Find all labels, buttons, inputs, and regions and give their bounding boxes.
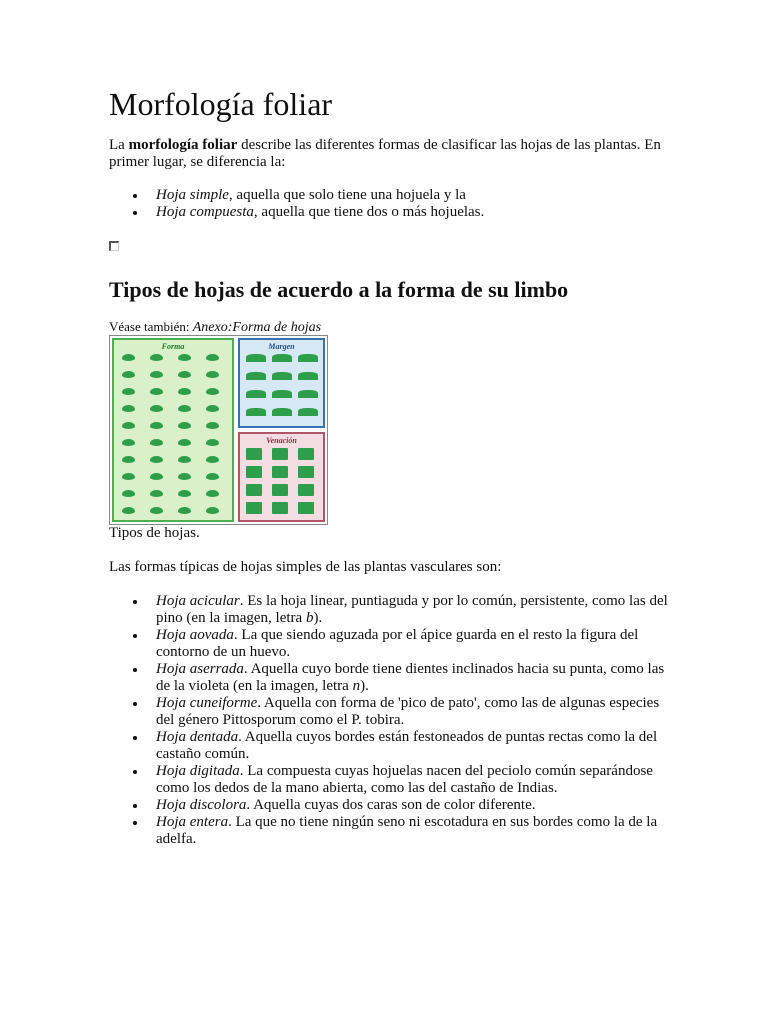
leaf-thumbnail — [150, 388, 163, 395]
leaf-thumbnail — [246, 466, 262, 478]
list-item-term[interactable]: Hoja discolora — [156, 797, 247, 813]
intro-prefix: La — [109, 137, 129, 153]
list-item-text: . Aquella con forma de 'pico de pato', como las de algunas especies del género Pittosporum como el P. tobira. — [156, 695, 660, 728]
forma-panel-title: Forma — [161, 342, 185, 351]
leaf-thumbnail — [122, 422, 135, 429]
leaf-thumbnail — [298, 408, 318, 416]
leaf-thumbnail — [298, 372, 318, 380]
figure-caption: Tipos de hojas. — [109, 525, 200, 541]
leaf-thumbnail — [122, 456, 135, 463]
leaf-thumbnail — [272, 372, 292, 380]
list-item — [109, 729, 669, 763]
leaf-thumbnail — [206, 371, 219, 378]
leaf-thumbnail — [150, 405, 163, 412]
leaf-thumbnail — [206, 507, 219, 514]
list-item — [109, 661, 669, 695]
leaf-thumbnail — [122, 439, 135, 446]
leaf-thumbnail — [122, 371, 135, 378]
list-item-text: , aquella que solo tiene una hojuela y la — [228, 187, 466, 203]
leaf-thumbnail — [298, 354, 318, 362]
leaf-thumbnail — [246, 484, 262, 496]
leaf-thumbnail — [272, 448, 288, 460]
leaf-thumbnail — [298, 466, 314, 478]
leaf-thumbnail — [178, 456, 191, 463]
margen-panel — [238, 338, 325, 428]
venacion-panel — [238, 432, 325, 522]
page-title: Morfología foliar — [109, 86, 333, 122]
list-item — [109, 204, 669, 221]
leaf-thumbnail — [272, 484, 288, 496]
list-item-term[interactable]: Hoja acicular — [156, 593, 240, 609]
typical-intro: Las formas típicas de hojas simples de las plantas vasculares son: — [109, 559, 502, 575]
leaf-thumbnail — [178, 388, 191, 395]
leaf-thumbnail — [272, 390, 292, 398]
margen-panel-title: Margen — [268, 342, 295, 351]
leaf-thumbnail — [150, 422, 163, 429]
intro-bold-term: morfología foliar — [128, 137, 238, 153]
list-item-term[interactable]: Hoja digitada — [156, 763, 240, 779]
leaf-thumbnail — [150, 490, 163, 497]
list-item-term[interactable]: Hoja entera — [156, 814, 229, 830]
leaf-thumbnail — [272, 408, 292, 416]
leaf-thumbnail — [178, 405, 191, 412]
list-item-tail: ). — [313, 610, 323, 626]
leaf-thumbnail — [178, 354, 191, 361]
list-item-letter: n — [352, 678, 361, 694]
list-item — [109, 814, 669, 848]
leaf-thumbnail — [206, 405, 219, 412]
leaf-thumbnail — [178, 439, 191, 446]
leaf-thumbnail — [150, 439, 163, 446]
list-item-letter: b — [305, 610, 314, 626]
list-item-term[interactable]: Hoja aserrada — [156, 661, 244, 677]
leaf-thumbnail — [246, 390, 266, 398]
list-item — [109, 797, 669, 814]
list-item-term[interactable]: Hoja simple — [156, 187, 229, 203]
leaf-thumbnail — [206, 439, 219, 446]
leaf-thumbnail — [298, 448, 314, 460]
list-item — [109, 695, 669, 729]
leaf-thumbnail — [150, 473, 163, 480]
leaf-thumbnail — [298, 502, 314, 514]
leaf-thumbnail — [298, 484, 314, 496]
list-item — [109, 763, 669, 797]
leaf-thumbnail — [178, 473, 191, 480]
leaf-thumbnail — [246, 502, 262, 514]
list-item — [109, 187, 669, 204]
list-item — [109, 593, 669, 627]
list-item-text: . La que no tiene ningún seno ni escotadura en sus bordes como la de la adelfa. — [156, 814, 658, 847]
list-item-term[interactable]: Hoja aovada — [156, 627, 234, 643]
leaf-types-list — [109, 593, 669, 848]
leaf-thumbnail — [150, 456, 163, 463]
leaf-thumbnail — [246, 354, 266, 362]
intro-paragraph — [109, 137, 669, 171]
list-item-text: . La que siendo aguzada por el ápice guarda en el resto la figura del contorno de un huevo. — [156, 627, 639, 660]
list-item — [109, 627, 669, 661]
leaf-thumbnail — [150, 354, 163, 361]
venacion-panel-title: Venación — [266, 436, 297, 445]
leaf-thumbnail — [206, 490, 219, 497]
list-item-term[interactable]: Hoja compuesta — [156, 204, 254, 220]
leaf-thumbnail — [122, 490, 135, 497]
see-also-label: Véase también: — [109, 319, 193, 334]
list-item-text: , aquella que tiene dos o más hojuelas. — [253, 204, 485, 220]
list-item-text: . Aquella cuyos bordes están festoneados de puntas rectas como la del castaño común. — [156, 729, 658, 762]
forma-panel — [112, 338, 234, 522]
leaf-thumbnail — [122, 507, 135, 514]
see-also-link[interactable]: Anexo:Forma de hojas — [192, 320, 322, 335]
leaf-thumbnail — [206, 473, 219, 480]
leaf-thumbnail — [178, 490, 191, 497]
leaf-thumbnail — [150, 371, 163, 378]
simple-compound-list — [109, 187, 669, 221]
leaf-thumbnail — [298, 390, 318, 398]
leaf-thumbnail — [246, 372, 266, 380]
leaf-thumbnail — [178, 371, 191, 378]
leaf-thumbnail — [150, 507, 163, 514]
leaf-types-figure[interactable] — [109, 335, 328, 525]
list-item-term[interactable]: Hoja cuneiforme — [156, 695, 258, 711]
leaf-thumbnail — [122, 388, 135, 395]
list-item-text: . Es la hoja linear, puntiaguda y por lo común, persistente, como las del pino (en la imagen, letra — [156, 593, 668, 626]
leaf-thumbnail — [206, 422, 219, 429]
list-item-tail: ). — [360, 678, 369, 694]
list-item-text: . Aquella cuyas dos caras son de color diferente. — [246, 797, 536, 813]
list-item-text: . La compuesta cuyas hojuelas nacen del peciolo común separándose como los dedos de la mano abierta, como las del castaño de Indias. — [156, 763, 653, 796]
leaf-thumbnail — [206, 354, 219, 361]
leaf-thumbnail — [206, 456, 219, 463]
broken-image-icon — [109, 241, 119, 251]
leaf-thumbnail — [272, 354, 292, 362]
leaf-thumbnail — [178, 507, 191, 514]
intro-suffix: describe las diferentes formas de clasificar las hojas de las plantas. En primer lugar, se diferencia la: — [109, 137, 661, 170]
leaf-thumbnail — [246, 408, 266, 416]
leaf-thumbnail — [122, 354, 135, 361]
leaf-thumbnail — [178, 422, 191, 429]
leaf-thumbnail — [272, 466, 288, 478]
leaf-thumbnail — [246, 448, 262, 460]
leaf-thumbnail — [272, 502, 288, 514]
leaf-thumbnail — [122, 405, 135, 412]
leaf-thumbnail — [206, 388, 219, 395]
list-item-term[interactable]: Hoja dentada — [156, 729, 239, 745]
leaf-thumbnail — [122, 473, 135, 480]
section-title: Tipos de hojas de acuerdo a la forma de su limbo — [109, 277, 569, 302]
list-item-text: . Aquella cuyo borde tiene dientes inclinados hacia su punta, como las de la violeta (en la imagen, letra — [156, 661, 665, 694]
